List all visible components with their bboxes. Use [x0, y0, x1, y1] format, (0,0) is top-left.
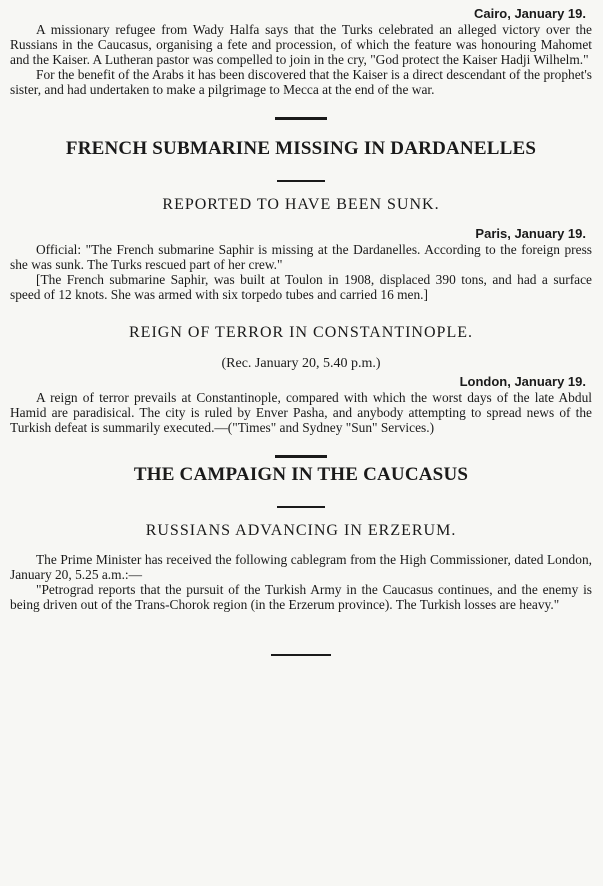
separator-rule: [275, 455, 327, 458]
headline-caucasus: THE CAMPAIGN IN THE CAUCASUS: [133, 464, 469, 485]
dateline-paris: Paris, January 19.: [475, 226, 586, 241]
newspaper-column: [10, 6, 592, 656]
subhead-sunk: REPORTED TO HAVE BEEN SUNK.: [162, 196, 440, 213]
paris-paragraph-2: [The French submarine Saphir, was built at Toulon in 1908, displaced 390 tons, and had a surface speed of 12 knots. She was armed with six torpedo tubes and carried 16 men.]: [10, 272, 592, 302]
separator-rule: [277, 180, 325, 182]
dateline-cairo: Cairo, January 19.: [474, 6, 586, 21]
subhead-reign-of-terror: REIGN OF TERROR IN CONSTANTINOPLE.: [129, 324, 473, 341]
cairo-paragraph-2: For the benefit of the Arabs it has been discovered that the Kaiser is a direct descendant of the prophet's sister, and had undertaken to make a pilgrimage to Mecca at the end of the war.: [10, 67, 592, 97]
caucasus-paragraph-2: "Petrograd reports that the pursuit of the Turkish Army in the Caucasus continues, and the enemy is being driven out of the Trans-Chorok region (in the Erzerum province). The Turkish losses are heavy.": [10, 582, 592, 612]
caucasus-paragraph-1: The Prime Minister has received the following cablegram from the High Commissioner, dated London, January 20, 5.25 a.m.:—: [10, 552, 592, 582]
london-paragraph-1: A reign of terror prevails at Constantinople, compared with which the worst days of the late Abdul Hamid are paradisical. The city is ruled by Enver Pasha, and anybody attempting to spread news of the Turkish defeat is summarily executed.—("Times" and Sydney "Sun" Services.): [10, 390, 592, 435]
headline-submarine: FRENCH SUBMARINE MISSING IN DARDANELLES: [65, 138, 537, 159]
separator-rule: [275, 117, 327, 120]
received-time: (Rec. January 20, 5.40 p.m.): [221, 356, 381, 371]
separator-rule: [271, 654, 331, 656]
cairo-paragraph-1: A missionary refugee from Wady Halfa says that the Turks celebrated an alleged victory over the Russians in the Caucasus, organising a fete and procession, of which the feature was honouring Mahomet and the Kaiser. A Lutheran pastor was compelled to join in the cry, "God protect the Kaiser Hadji Wilhelm.": [10, 22, 592, 67]
dateline-london: London, January 19.: [459, 374, 586, 389]
subhead-erzerum: RUSSIANS ADVANCING IN ERZERUM.: [145, 522, 457, 539]
paris-paragraph-1: Official: "The French submarine Saphir is missing at the Dardanelles. According to the foreign press she was sunk. The Turks rescued part of her crew.": [10, 242, 592, 272]
separator-rule: [277, 506, 325, 508]
